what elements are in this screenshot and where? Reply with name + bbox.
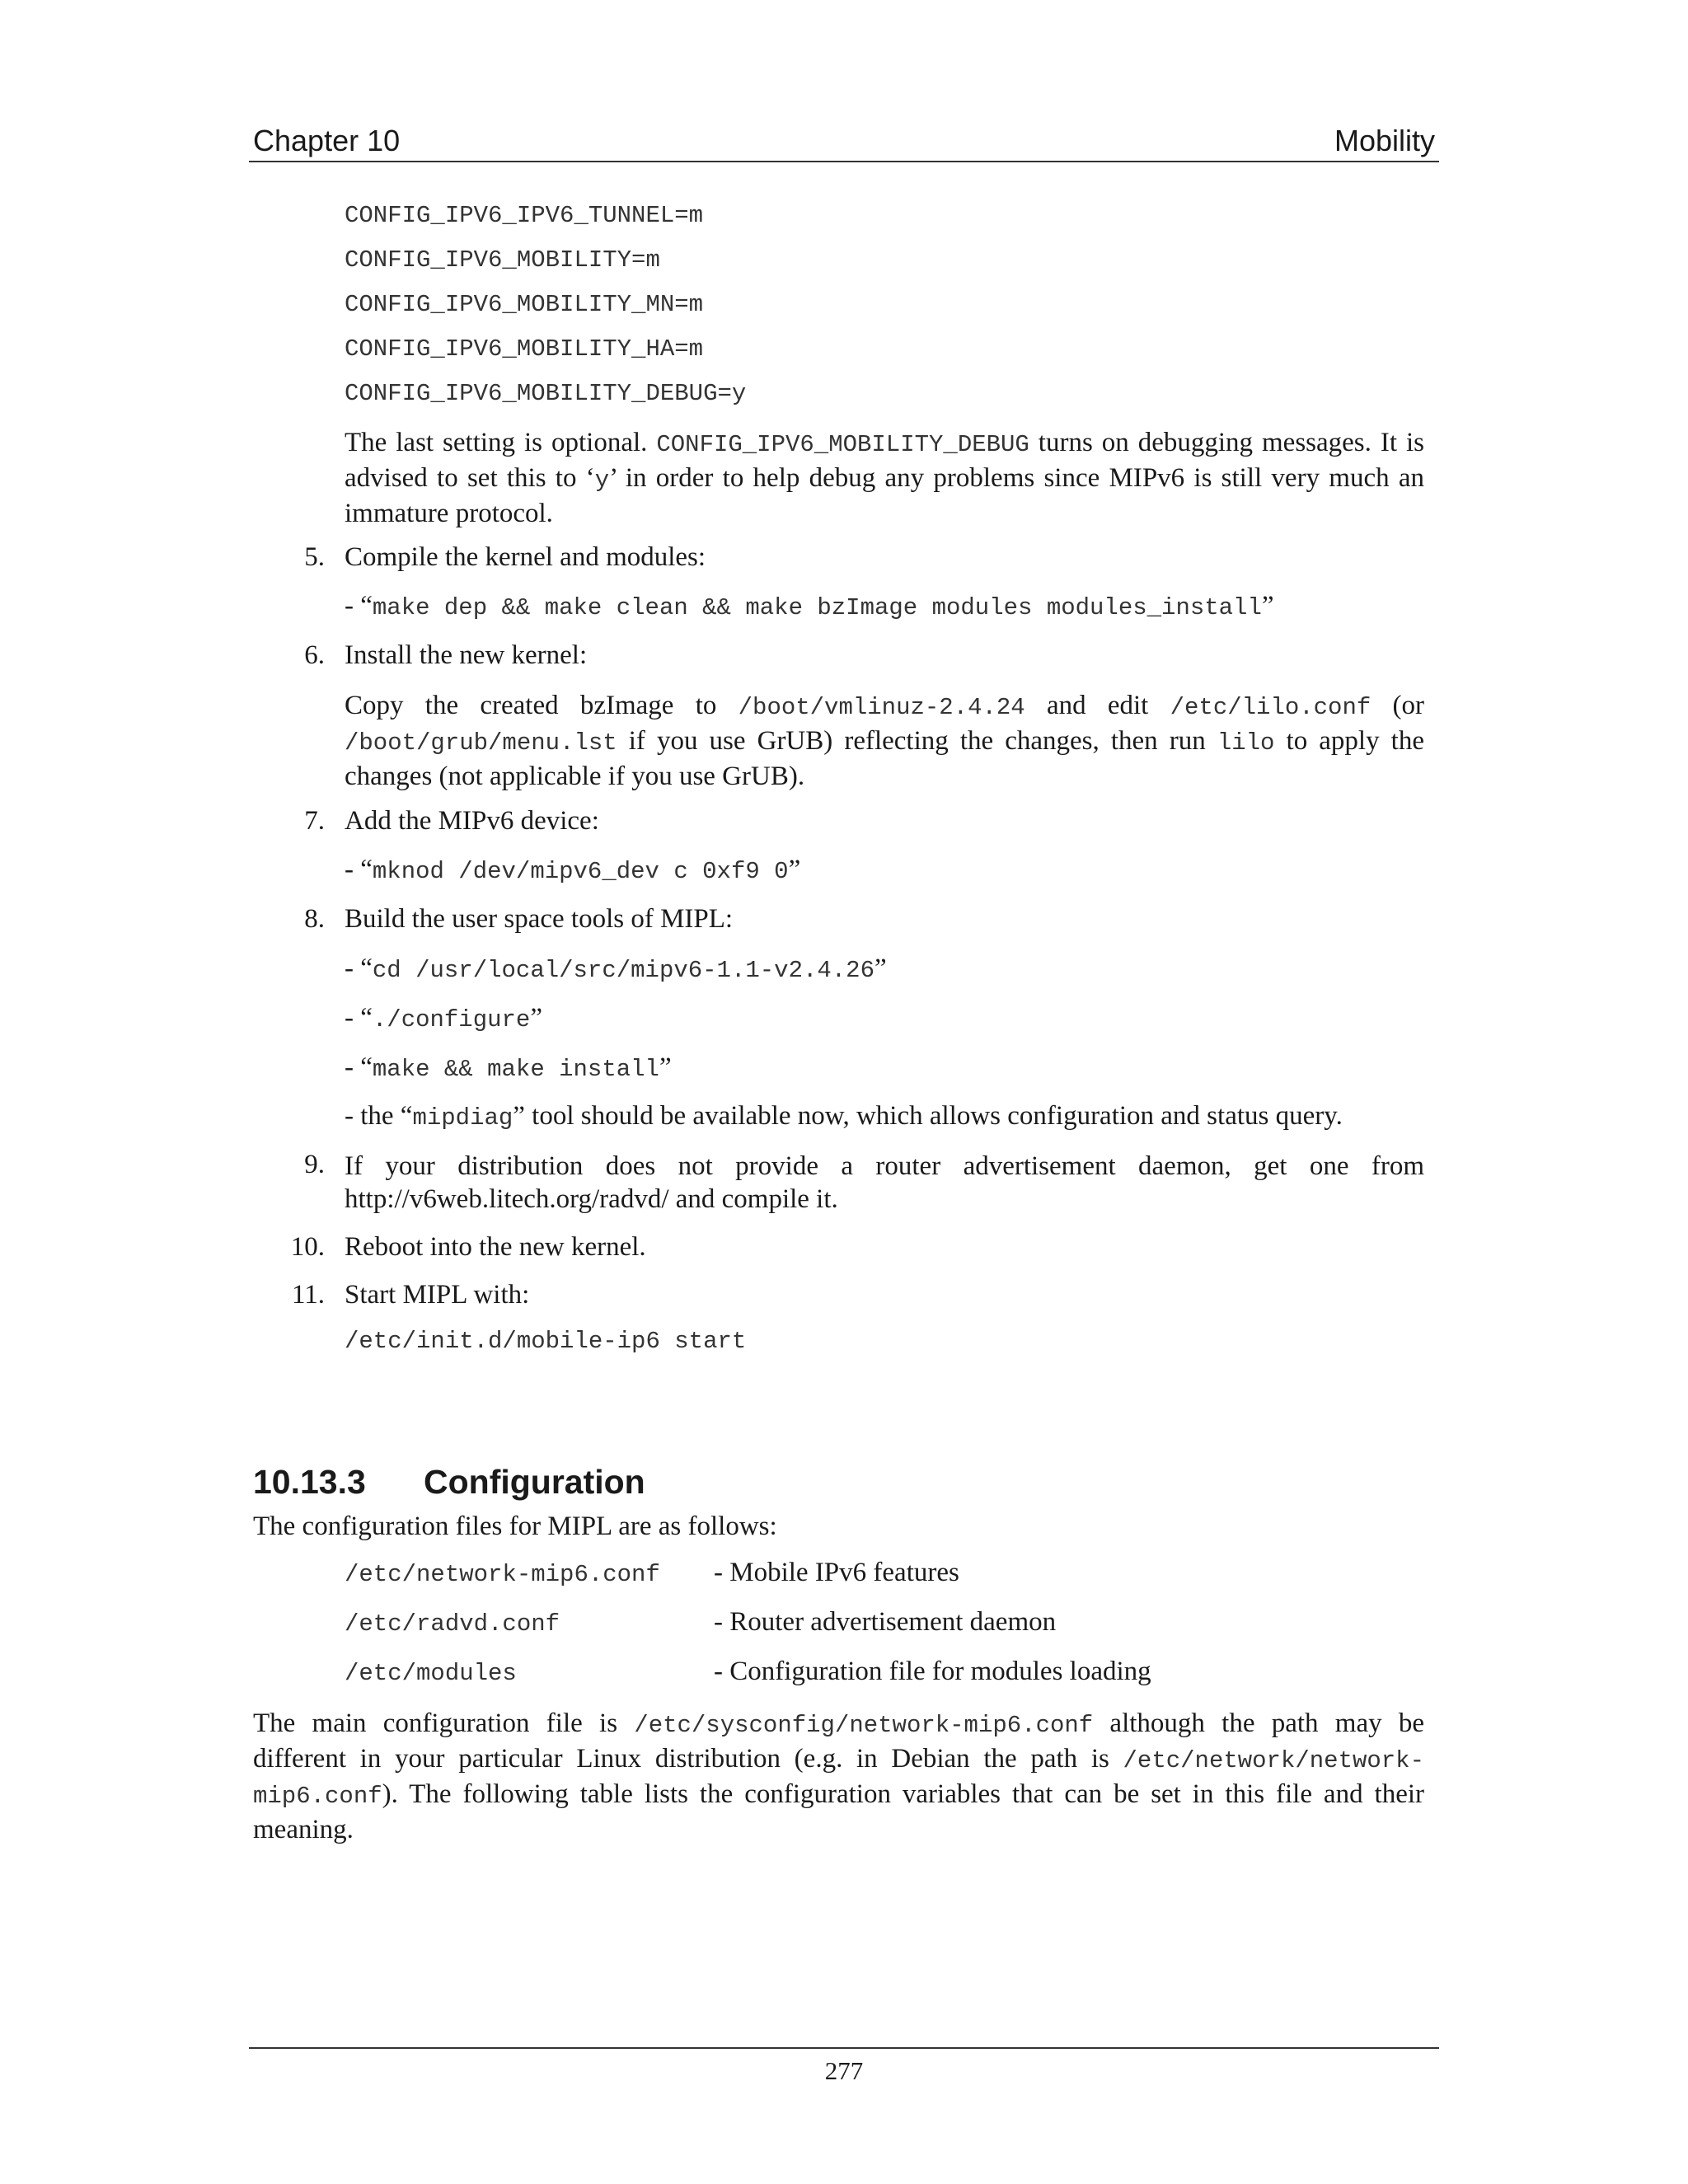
- inline-code: CONFIG_IPV6_MOBILITY_DEBUG: [656, 431, 1029, 458]
- inline-code: /boot/grub/menu.lst: [345, 729, 617, 757]
- para-text: (or: [1371, 691, 1425, 720]
- note-text: turns on debugging messages. It is advised to set this to ‘: [345, 428, 1424, 493]
- config-line: CONFIG_IPV6_MOBILITY=m: [345, 246, 660, 274]
- step-number: 6.: [304, 640, 325, 670]
- step-number: 5.: [304, 542, 325, 572]
- quote-close: ”: [788, 855, 801, 884]
- config-line: CONFIG_IPV6_MOBILITY_MN=m: [345, 291, 704, 318]
- quote-open: - “: [345, 591, 373, 621]
- step-number: 8.: [304, 904, 325, 934]
- step-number: 11.: [291, 1280, 325, 1310]
- header-rule: [249, 161, 1439, 162]
- step-number: 9.: [304, 1150, 325, 1179]
- header-title: Mobility: [1334, 124, 1435, 157]
- page-number: 277: [824, 2056, 864, 2085]
- section-heading: [253, 1463, 645, 1502]
- inline-code: y: [594, 466, 610, 494]
- para-text: to apply the changes (not applicable if you use GrUB).: [345, 726, 1424, 791]
- quote-open: - “: [345, 855, 373, 884]
- para-text: ). The following table lists the configuration variables that can be set in this file and their meaning.: [253, 1779, 1424, 1844]
- inline-code: lilo: [1217, 729, 1275, 757]
- note-text: ’ in order to help debug any problems since MIPv6 is still very much an immature protocol.: [345, 463, 1425, 528]
- step-text: If your distribution does not provide a router advertisement daemon, get one from http://v6web.litech.org/radvd/ and compile it.: [345, 1151, 1424, 1214]
- config-line: CONFIG_IPV6_MOBILITY_HA=m: [345, 335, 704, 363]
- step-command: /etc/init.d/mobile-ip6 start: [345, 1328, 747, 1355]
- config-line: CONFIG_IPV6_IPV6_TUNNEL=m: [345, 202, 704, 229]
- command-text: make dep && make clean && make bzImage modules modules_install: [372, 594, 1262, 621]
- step-number: 7.: [304, 806, 325, 836]
- command-text: mknod /dev/mipv6_dev c 0xf9 0: [372, 858, 789, 885]
- config-file-desc: - Router advertisement daemon: [714, 1607, 1057, 1637]
- para-text: although the path may be different in your particular Linux distribution (e.g. in Debian the path is: [253, 1708, 1424, 1774]
- intro-text: The configuration files for MIPL are as follows:: [253, 1511, 777, 1541]
- quote-close: ”: [1261, 591, 1274, 621]
- para-text: if you use GrUB) reflecting the changes, then run: [617, 726, 1217, 756]
- inline-code: mipdiag: [412, 1104, 513, 1132]
- step-text: Add the MIPv6 device:: [345, 806, 599, 836]
- tool-note-text: ” tool should be available now, which allows configuration and status query.: [513, 1101, 1343, 1131]
- section-number: 10.13.3: [253, 1463, 366, 1501]
- step-command: [345, 591, 1274, 621]
- inline-code: /etc/sysconfig/network-mip6.conf: [634, 1712, 1094, 1739]
- quote-close: ”: [530, 1003, 542, 1033]
- config-file-path: /etc/modules: [345, 1660, 517, 1687]
- config-file-desc: - Configuration file for modules loading: [714, 1657, 1151, 1686]
- step-command: [345, 954, 887, 984]
- para-text: Copy the created bzImage to: [345, 691, 738, 720]
- step-text: Build the user space tools of MIPL:: [345, 904, 734, 934]
- config-file-path: /etc/network-mip6.conf: [345, 1561, 660, 1588]
- step-text: Install the new kernel:: [345, 640, 588, 670]
- inline-code: /etc/network/network-mip6.conf: [253, 1747, 1424, 1810]
- quote-close: ”: [659, 1052, 672, 1082]
- config-file-path: /etc/radvd.conf: [345, 1610, 560, 1638]
- header-chapter: Chapter 10: [253, 124, 401, 157]
- tool-note: [345, 1101, 1343, 1132]
- config-file-desc: - Mobile IPv6 features: [714, 1558, 959, 1587]
- tool-note-text: - the “: [345, 1101, 413, 1131]
- para-text: The main configuration file is: [253, 1708, 635, 1738]
- note-text: The last setting is optional.: [345, 428, 657, 457]
- install-paragraph: [345, 689, 1424, 793]
- step-number: 10.: [290, 1232, 325, 1262]
- quote-open: - “: [345, 1052, 373, 1082]
- command-text: make && make install: [372, 1056, 659, 1083]
- section-title: Configuration: [424, 1463, 645, 1501]
- step-command: [345, 1052, 672, 1083]
- inline-code: /boot/vmlinuz-2.4.24: [738, 694, 1025, 721]
- inline-code: /etc/lilo.conf: [1170, 694, 1372, 721]
- main-paragraph: [253, 1707, 1424, 1846]
- footer-rule: [249, 2047, 1439, 2049]
- step-text: Reboot into the new kernel.: [345, 1232, 646, 1262]
- step-text: Start MIPL with:: [345, 1280, 530, 1310]
- step-command: [345, 1003, 542, 1033]
- command-text: ./configure: [372, 1006, 531, 1033]
- quote-close: ”: [874, 954, 887, 983]
- para-text: and edit: [1025, 691, 1170, 720]
- step-text: Compile the kernel and modules:: [345, 542, 706, 572]
- config-line: CONFIG_IPV6_MOBILITY_DEBUG=y: [345, 380, 747, 407]
- quote-open: - “: [345, 954, 373, 983]
- quote-open: - “: [345, 1003, 373, 1033]
- command-text: cd /usr/local/src/mipv6-1.1-v2.4.26: [372, 957, 874, 984]
- step-command: [345, 855, 800, 885]
- note-paragraph: [345, 426, 1424, 530]
